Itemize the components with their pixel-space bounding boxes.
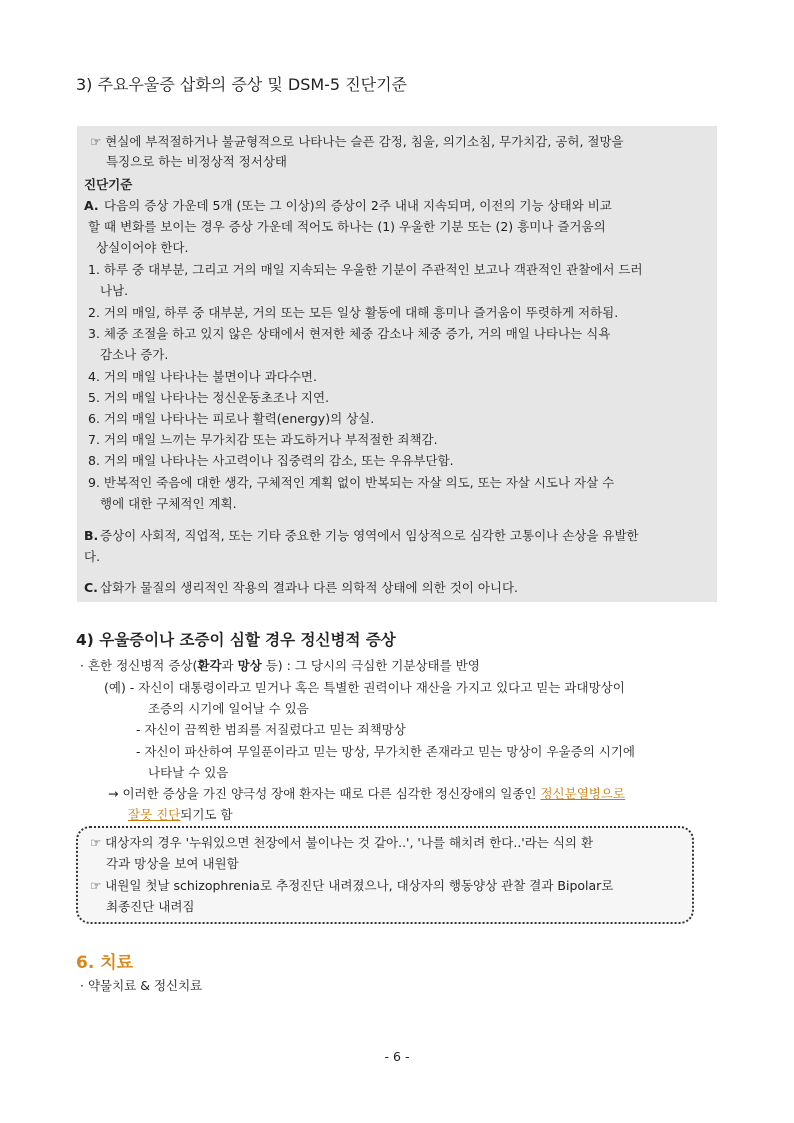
- bullet-hallucination: 환각: [197, 658, 222, 673]
- wrong-diagnosis-link[interactable]: 잘못 진단: [128, 807, 181, 822]
- criterion-item-1: 1. 하루 중 대부분, 그리고 거의 매일 지속되는 우울한 기분이 주관적인 보고나 객관적인 관찰에서 드러: [88, 262, 643, 277]
- case-note2-line1: ☞ 내원일 첫날 schizophrenia로 추정진단 내려졌으나, 대상자의 행동양상 관찰 결과 Bipolar로: [90, 878, 614, 893]
- page-number: - 6 -: [384, 1049, 410, 1064]
- example3-line1: - 자신이 파산하여 무일푼이라고 믿는 망상, 무가치한 존재라고 믿는 망상이 우울증의 시기에: [136, 744, 635, 759]
- criterion-a-line1: 다음의 증상 가운데 5개 (또는 그 이상)의 증상이 2주 내내 지속되며, 이전의 기능 상태와 비교: [104, 198, 612, 213]
- section4-title: 4) 우울증이나 조증이 심할 경우 정신병적 증상: [76, 631, 396, 649]
- box-intro-line1: ☞ 현실에 부적절하거나 불균형적으로 나타나는 슬픈 감정, 침울, 의기소침, 무가치감, 공허, 절망을: [90, 134, 624, 149]
- misdiagnosis-text-pre: → 이러한 증상을 가진 양극성 장애 환자는 때로 다른 심각한 정신장애의 일종인: [108, 786, 541, 801]
- criterion-item-3-cont: 감소나 증가.: [100, 347, 169, 362]
- bullet-text-post: 등) : 그 당시의 극심한 기분상태를 반영: [261, 658, 480, 673]
- example3-line2: 나타날 수 있음: [148, 765, 229, 780]
- example1-line2: 조증의 시기에 일어날 수 있음: [148, 701, 309, 716]
- misdiagnosis-note: [108, 784, 625, 804]
- criterion-item-9-cont: 행에 대한 구체적인 계획.: [100, 496, 237, 511]
- criteria-heading: 진단기준: [84, 177, 133, 192]
- box-intro-line2: 특징으로 하는 비정상적 정서상태: [106, 154, 287, 169]
- case-note1-line1: ☞ 대상자의 경우 '누워있으면 천장에서 불이나는 것 같아..', '나를 해치려 한다..'라는 식의 환: [90, 835, 594, 850]
- case-note2-line2: 최종진단 내려짐: [106, 899, 195, 914]
- criterion-item-2: 2. 거의 매일, 하루 중 대부분, 거의 또는 모든 일상 활동에 대해 흥미나 즐거움이 뚜렷하게 저하됨.: [88, 305, 619, 320]
- criterion-b-line2: 다.: [84, 549, 101, 564]
- psychotic-symptoms-bullet: [80, 656, 480, 676]
- criterion-c-label: C.: [84, 580, 98, 595]
- criterion-a-label: A.: [84, 198, 99, 213]
- bullet-text-mid: 과: [221, 658, 238, 673]
- criterion-item-9: 9. 반복적인 죽음에 대한 생각, 구체적인 계획 없이 반복되는 자살 의도, 또는 자살 시도나 자살 수: [88, 475, 615, 490]
- criterion-item-1-cont: 나남.: [100, 283, 129, 298]
- example2-line1: - 자신이 끔찍한 범죄를 저질렀다고 믿는 죄책망상: [136, 722, 406, 737]
- criterion-item-7: 7. 거의 매일 느끼는 무가치감 또는 과도하거나 부적절한 죄책감.: [88, 432, 438, 447]
- criterion-a-line2: 할 때 변화를 보이는 경우 증상 가운데 적어도 하나는 (1) 우울한 기분 또는 (2) 흥미나 즐거움의: [88, 219, 606, 234]
- criterion-a-line3: 상실이어야 한다.: [96, 240, 189, 255]
- criterion-item-6: 6. 거의 매일 나타나는 피로나 활력(energy)의 상실.: [88, 411, 375, 426]
- criterion-item-5: 5. 거의 매일 나타나는 정신운동초조나 지연.: [88, 390, 330, 405]
- case-note1-line2: 각과 망상을 보여 내원함: [106, 856, 239, 871]
- misdiagnosis-note-cont: [128, 805, 233, 825]
- bullet-text-pre: · 흔한 정신병적 증상(: [80, 658, 198, 673]
- treatment-bullet: · 약물치료 & 정신치료: [80, 978, 203, 993]
- criterion-item-4: 4. 거의 매일 나타나는 불면이나 과다수면.: [88, 369, 317, 384]
- criterion-item-3: 3. 체중 조절을 하고 있지 않은 상태에서 현저한 체중 감소나 체중 증가, 거의 매일 나타나는 식욕: [88, 326, 611, 341]
- schizophrenia-misdiagnosis-link[interactable]: 정신분열병으로: [540, 786, 626, 801]
- bullet-delusion: 망상: [237, 658, 262, 673]
- criterion-item-8: 8. 거의 매일 나타나는 사고력이나 집중력의 감소, 또는 우유부단함.: [88, 453, 454, 468]
- example1-line1: (예) - 자신이 대통령이라고 믿거나 혹은 특별한 권력이나 재산을 가지고 있다고 믿는 과대망상이: [104, 680, 625, 695]
- criterion-b-line1: 증상이 사회적, 직업적, 또는 기타 중요한 기능 영역에서 임상적으로 심각한 고통이나 손상을 유발한: [100, 528, 639, 543]
- section6-title: 6. 치료: [76, 953, 134, 973]
- section3-title: 3) 주요우울증 삽화의 증상 및 DSM-5 진단기준: [76, 75, 408, 94]
- criterion-c-line1: 삽화가 물질의 생리적인 작용의 결과나 다른 의학적 상태에 의한 것이 아니다.: [100, 580, 519, 595]
- misdiagnosis-text-post: 되기도 함: [180, 807, 233, 822]
- criterion-b-label: B.: [84, 528, 99, 543]
